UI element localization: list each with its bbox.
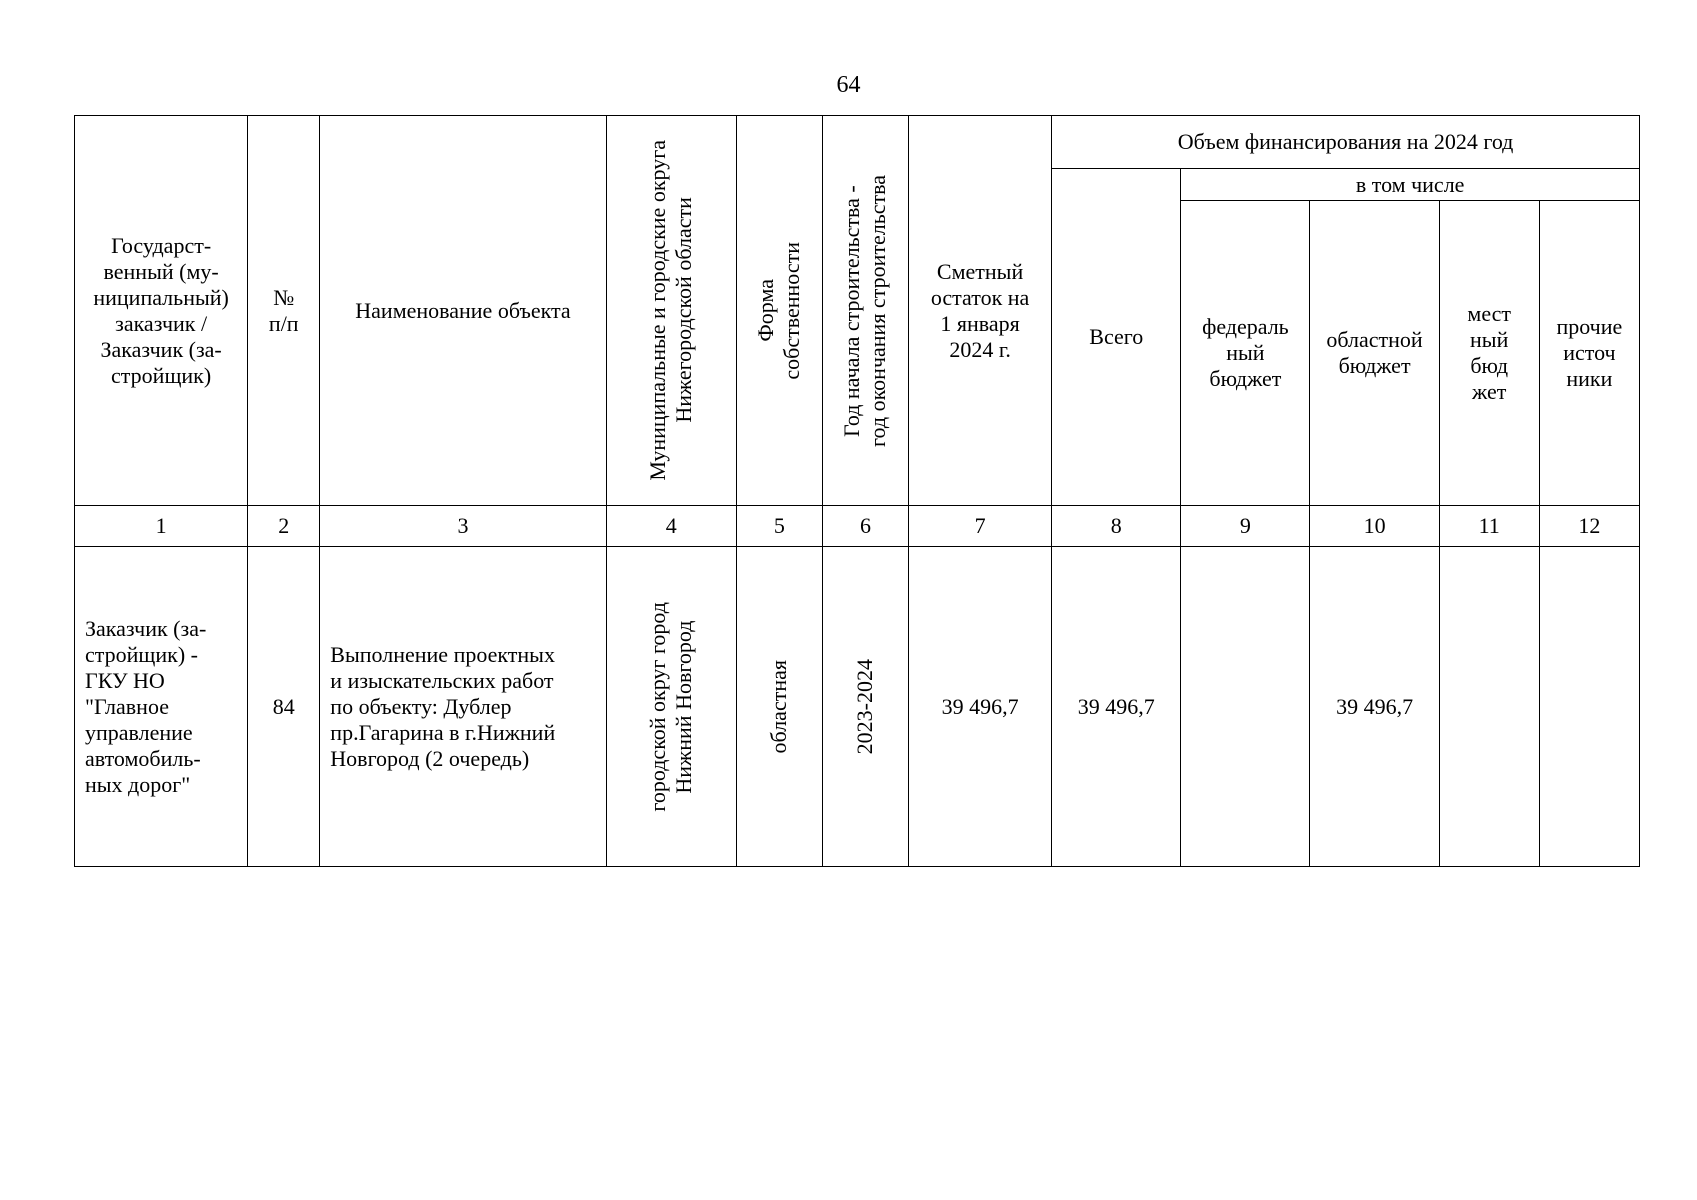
row-regional: 39 496,7: [1310, 547, 1439, 867]
header-customer-label: Государст- венный (му- ниципальный) заказчик / Заказчик (за- стройщик): [93, 232, 229, 388]
header-object-name-label: Наименование объекта: [355, 297, 571, 323]
header-including: [1181, 169, 1640, 201]
column-number: 4: [606, 506, 736, 547]
header-municipality-label: Муниципальные и городские округа Нижегородской области: [645, 140, 697, 481]
header-federal-label: федераль ный бюджет: [1202, 314, 1289, 391]
row-object-name-cell: [320, 547, 606, 867]
column-number: 8: [1052, 506, 1181, 547]
header-customer: [75, 116, 248, 506]
header-row-1: [75, 116, 1640, 169]
row-customer: Заказчик (за- стройщик) - ГКУ НО "Главное управление автомобиль- ных дорог": [85, 615, 207, 797]
header-number-label: № п/п: [268, 284, 299, 336]
header-regional: [1310, 201, 1439, 506]
row-other: [1539, 547, 1639, 867]
row-customer-cell: [75, 547, 248, 867]
row-ownership-cell: [736, 547, 822, 867]
row-municipality-cell: [606, 547, 736, 867]
column-number: 12: [1539, 506, 1639, 547]
row-years-cell: [822, 547, 908, 867]
header-other: [1539, 201, 1639, 506]
header-estimate-remainder: [909, 116, 1052, 506]
column-number: 3: [320, 506, 606, 547]
row-municipality: городской округ город Нижний Новгород: [645, 601, 697, 812]
header-estimate-remainder-label: Сметный остаток на 1 января 2024 г.: [930, 258, 1030, 362]
column-number: 10: [1310, 506, 1439, 547]
page-number: 64: [836, 72, 861, 98]
header-including-label: в том числе: [1355, 171, 1465, 197]
header-municipality: [606, 116, 736, 506]
column-number: 11: [1439, 506, 1539, 547]
row-years: 2023-2024: [852, 658, 878, 755]
column-number: 6: [822, 506, 908, 547]
table-row: [75, 547, 1640, 867]
header-local: [1439, 201, 1539, 506]
column-number: 7: [909, 506, 1052, 547]
header-total: [1052, 169, 1181, 506]
column-number-row: [75, 506, 1640, 547]
investment-program-table: [74, 115, 1640, 867]
header-total-label: Всего: [1089, 324, 1144, 349]
row-number: 84: [248, 547, 320, 867]
column-number: 9: [1181, 506, 1310, 547]
header-number: [248, 116, 320, 506]
header-financing-label: Объем финансирования на 2024 год: [1177, 129, 1514, 154]
header-regional-label: областной бюджет: [1326, 327, 1423, 378]
header-local-label: мест ный бюд жет: [1467, 301, 1512, 404]
header-federal: [1181, 201, 1310, 506]
column-number: 1: [75, 506, 248, 547]
row-estimate-remainder: 39 496,7: [909, 547, 1052, 867]
header-ownership: [736, 116, 822, 506]
header-years: [822, 116, 908, 506]
header-object-name: [320, 116, 606, 506]
row-total: 39 496,7: [1052, 547, 1181, 867]
column-number: 2: [248, 506, 320, 547]
row-ownership: областная: [766, 659, 792, 754]
header-ownership-label: Форма собственности: [753, 241, 805, 380]
header-years-label: Год начала строительства - год окончания строительства: [839, 174, 891, 447]
header-other-label: прочие источ ники: [1556, 314, 1623, 391]
row-local: [1439, 547, 1539, 867]
row-object-name: Выполнение проектных и изыскательских работ по объекту: Дублер пр.Гагарина в г.Нижний Новгород (2 очередь): [330, 641, 556, 771]
header-financing: [1052, 116, 1640, 169]
column-number: 5: [736, 506, 822, 547]
row-federal: [1181, 547, 1310, 867]
